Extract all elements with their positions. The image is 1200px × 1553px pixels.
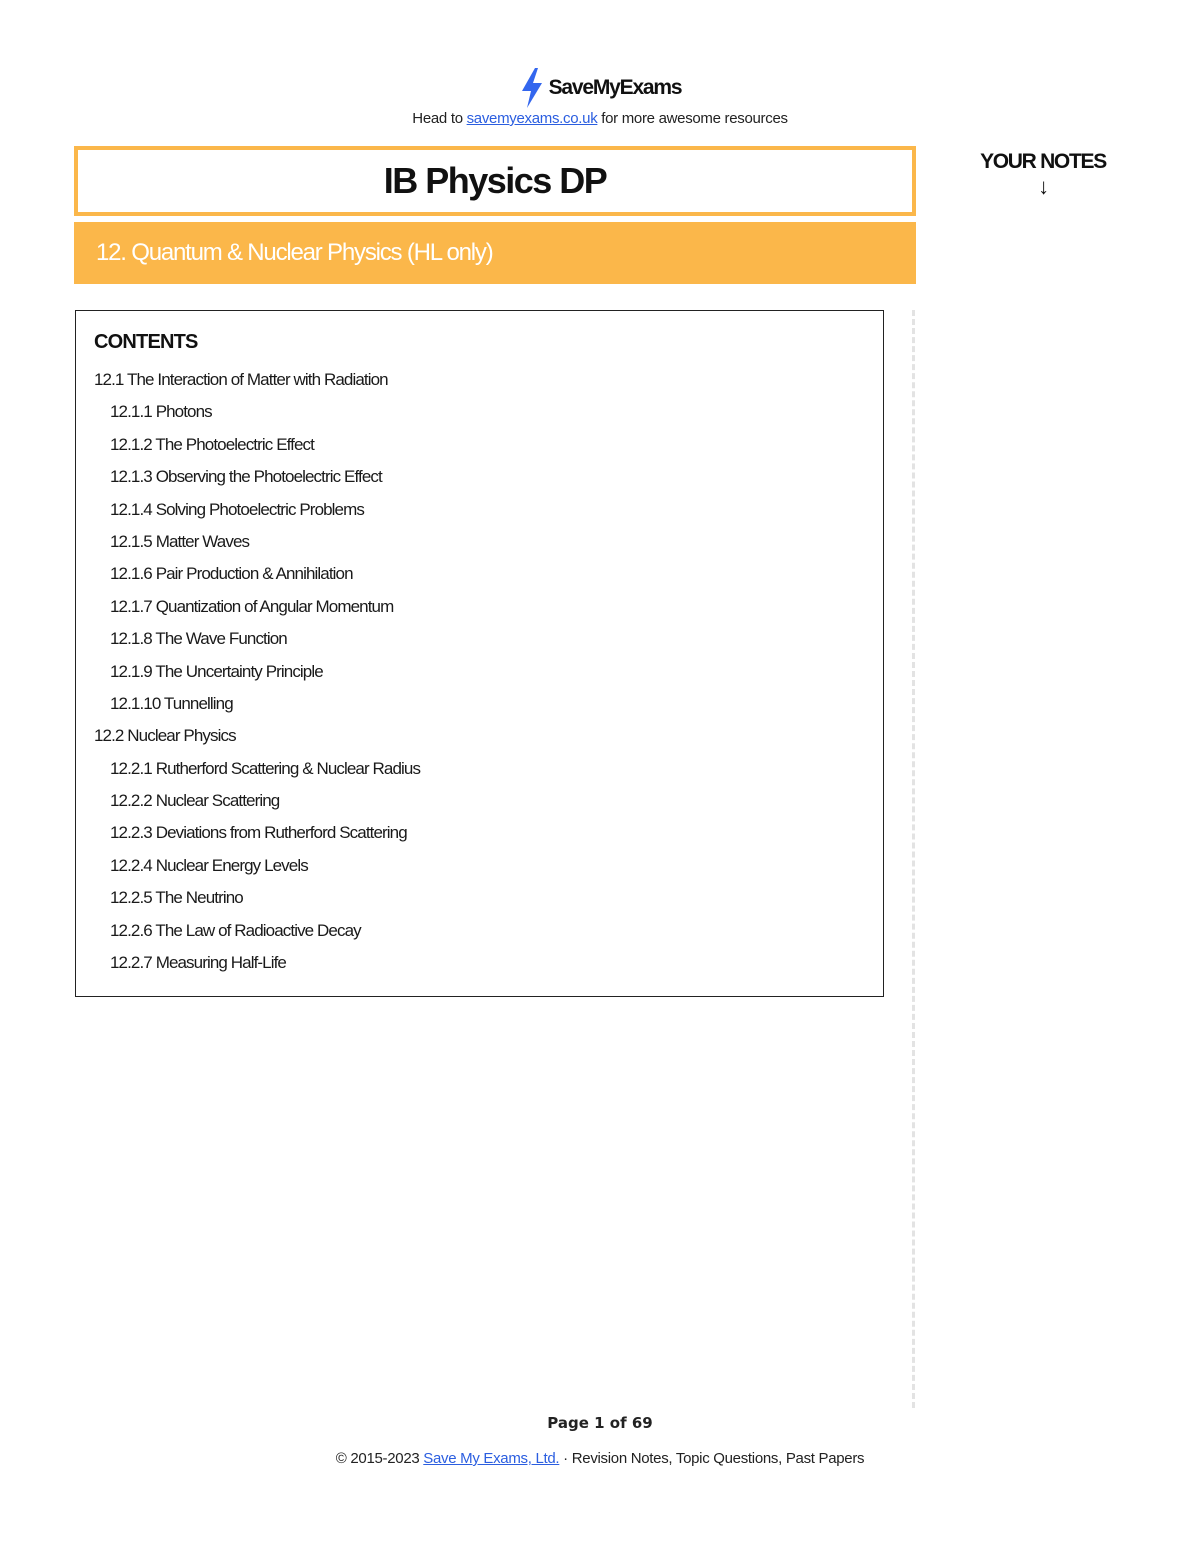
toc-subsection-link[interactable]: 12.2.7 Measuring Half-Life — [110, 953, 286, 973]
logo-text: SaveMyExams — [548, 76, 682, 99]
savemyexams-link[interactable]: savemyexams.co.uk — [466, 110, 598, 127]
toc-subsection-link[interactable]: 12.1.5 Matter Waves — [110, 531, 250, 551]
arrow-down-icon: ↓ — [1038, 174, 1048, 199]
toc-subsection-link[interactable]: 12.2.6 The Law of Radioactive Decay — [110, 920, 361, 940]
footer — [0, 1450, 1200, 1467]
toc-subsection-link[interactable]: 12.2.4 Nuclear Energy Levels — [110, 855, 308, 875]
table-of-contents — [94, 367, 420, 982]
contents-heading: CONTENTS — [94, 331, 198, 353]
toc-subsection-link[interactable]: 12.1.7 Quantization of Angular Momentum — [110, 596, 394, 616]
page-title: IB Physics DP — [383, 160, 607, 201]
your-notes-text: YOUR NOTES — [980, 150, 1106, 173]
toc-subsection-link[interactable]: 12.1.10 Tunnelling — [110, 693, 233, 713]
tagline-prefix: Head to — [412, 110, 467, 127]
toc-subsection-link[interactable]: 12.1.6 Pair Production & Annihilation — [110, 564, 353, 584]
header-tagline — [0, 110, 1200, 127]
toc-subsection-link[interactable]: 12.1.3 Observing the Photoelectric Effect — [110, 467, 382, 487]
page-number: Page 1 of 69 — [547, 1414, 653, 1432]
toc-section-link[interactable]: 12.2 Nuclear Physics — [94, 726, 236, 746]
toc-subsection-link[interactable]: 12.1.8 The Wave Function — [110, 629, 287, 649]
logo[interactable] — [0, 66, 1200, 110]
lightning-bolt-icon — [519, 67, 545, 109]
toc-section-link[interactable]: 12.1 The Interaction of Matter with Radiation — [94, 370, 388, 389]
footer-suffix: · Revision Notes, Topic Questions, Past Papers — [559, 1450, 865, 1467]
notes-divider — [912, 310, 915, 1408]
toc-subsection-link[interactable]: 12.1.1 Photons — [110, 402, 212, 422]
copyright-text: © 2015-2023 — [335, 1450, 424, 1467]
topic-banner — [74, 222, 916, 284]
toc-subsection-link[interactable]: 12.2.2 Nuclear Scattering — [110, 791, 280, 811]
toc-subsection-link[interactable]: 12.1.4 Solving Photoelectric Problems — [110, 499, 364, 519]
contents-box — [75, 310, 884, 997]
tagline-suffix: for more awesome resources — [597, 110, 788, 127]
your-notes-label — [960, 148, 1126, 198]
toc-subsection-link[interactable]: 12.1.2 The Photoelectric Effect — [110, 434, 314, 454]
savemyexams-footer-link[interactable]: Save My Exams, Ltd. — [423, 1450, 560, 1467]
topic-title: 12. Quantum & Nuclear Physics (HL only) — [96, 239, 493, 266]
toc-subsection-link[interactable]: 12.2.1 Rutherford Scattering & Nuclear Radius — [110, 758, 421, 778]
toc-subsection-link[interactable]: 12.2.3 Deviations from Rutherford Scattering — [110, 823, 407, 843]
toc-subsection-link[interactable]: 12.2.5 The Neutrino — [110, 888, 243, 908]
toc-subsection-link[interactable]: 12.1.9 The Uncertainty Principle — [110, 661, 323, 681]
title-box — [74, 146, 916, 216]
